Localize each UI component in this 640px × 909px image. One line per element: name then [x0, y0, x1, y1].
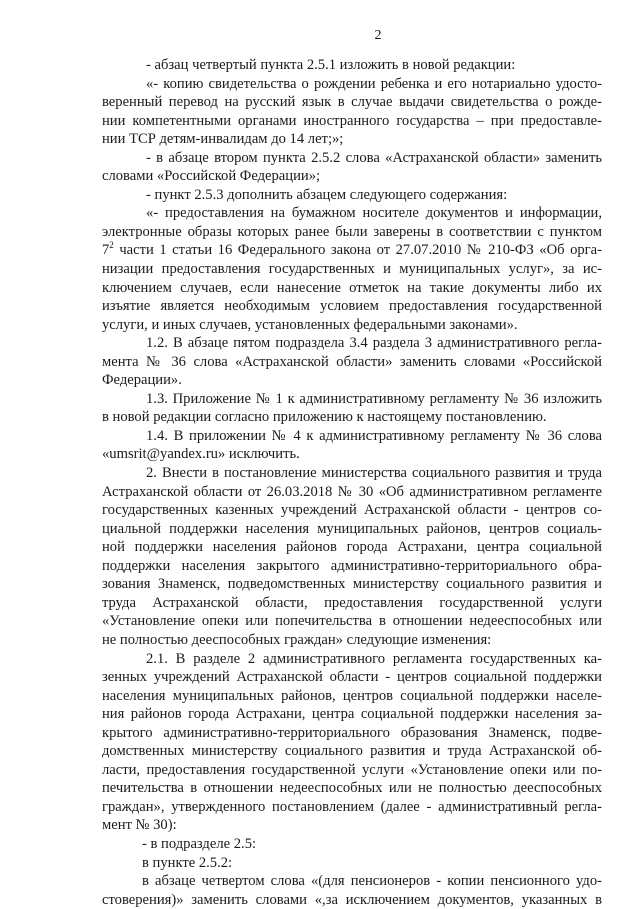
line-text: нии компетентными органами иностранного государства – при предоставле- [102, 112, 602, 129]
line-text: мента № 36 слова «Астраханской области» заменить словами «Российской [102, 353, 602, 370]
page-number: 2 [374, 28, 382, 43]
line-text: ной поддержки населения районов города Астрахани, центра социальной [102, 539, 602, 556]
text-line [102, 260, 602, 279]
line-text: населения муниципальных районов, центров социальной поддержки населе- [102, 687, 602, 704]
text-line [102, 798, 602, 817]
text-line [102, 334, 602, 353]
text-line [102, 631, 602, 650]
reference-number: 7 [102, 242, 110, 259]
text-line [102, 279, 602, 298]
line-text: граждан», утвержденного постановлением (далее - административный регла- [102, 798, 602, 815]
line-text: - в абзаце втором пункта 2.5.2 слова «Астраханской области» заменить [146, 149, 602, 166]
line-text: труда Астраханской области, предоставления государственной услуги [102, 594, 602, 611]
text-line [102, 353, 602, 372]
line-text: 1.4. В приложении № 4 к административному регламенту № 36 слова [146, 427, 602, 444]
line-text: словами «Российской Федерации»; [102, 168, 321, 185]
line-text: услуги, и иных случаев, установленных федеральными законами». [102, 316, 518, 333]
text-line [102, 557, 602, 576]
line-text: поддержки населения закрытого административно-территориального обра- [102, 557, 602, 574]
text-line [102, 501, 602, 520]
line-text: в новой редакции согласно приложению к настоящему постановлению. [102, 409, 547, 426]
text-line [102, 408, 602, 427]
text-line [102, 891, 602, 909]
text-line [102, 427, 602, 446]
text-line [102, 520, 602, 539]
line-text: - абзац четвертый пункта 2.5.1 изложить в новой редакции: [146, 57, 516, 73]
text-line [102, 316, 602, 335]
text-line [102, 835, 602, 854]
text-line [102, 445, 602, 464]
line-text: стоверения)» заменить словами «,за исключением документов, указанных в [102, 891, 602, 908]
line-text: ключением случаев, если нанесение отметок на такие документы либо их [102, 279, 602, 296]
line-text: мент № 30): [102, 817, 177, 834]
text-line [102, 650, 602, 669]
text-line [102, 464, 602, 483]
text-line [102, 779, 602, 798]
line-text: нии ТСР детям-инвалидам до 14 лет;»; [102, 131, 344, 148]
line-text: «- предоставления на бумажном носителе документов и информации, [146, 205, 602, 222]
text-line [102, 724, 602, 743]
line-text: в абзаце четвертом слова «(для пенсионеров - копии пенсионного удо- [142, 873, 602, 890]
line-text: «Установление опеки или попечительства в отношении недееспособных или [102, 613, 602, 630]
line-text: - в подразделе 2.5: [142, 835, 257, 852]
text-line [102, 538, 602, 557]
line-text: зования Знаменск, подведомственных министерству социального развития и [102, 576, 602, 593]
text-line [102, 687, 602, 706]
line-text: в пункте 2.5.2: [142, 854, 233, 871]
text-line [102, 668, 602, 687]
line-text: «- копию свидетельства о рождении ребенка и его нотариально удосто- [146, 75, 602, 92]
line-text: Астраханской области от 26.03.2018 № 30 «Об административном регламенте [102, 483, 602, 500]
line-text: ласти, предоставления государственной услуги «Установление опеки или по- [102, 761, 602, 778]
text-line [102, 575, 602, 594]
document-body [102, 56, 602, 909]
line-text: печительства в отношении недееспособных или не полностью дееспособных [102, 780, 602, 797]
text-line [102, 149, 602, 168]
superscript: 2 [109, 240, 114, 251]
line-text: «umsrit@yandex.ru» исключить. [102, 446, 300, 463]
line-text: 2.1. В разделе 2 административного регламента государственных ка- [146, 650, 602, 667]
line-text: не полностью дееспособных граждан» следующие изменения: [102, 631, 492, 648]
text-line [102, 390, 602, 409]
text-line [102, 705, 602, 724]
text-line [102, 167, 602, 186]
text-line [102, 742, 602, 761]
line-text: - пункт 2.5.3 дополнить абзацем следующего содержания: [146, 186, 508, 203]
text-line [102, 186, 602, 205]
text-line [102, 204, 602, 223]
line-text: Федерации». [102, 372, 182, 389]
line-text: крытого административно-территориального образования Знаменск, подве- [102, 724, 602, 741]
text-line [102, 297, 602, 316]
text-line [102, 75, 602, 94]
line-text: части 1 статьи 16 Федерального закона от 27.07.2010 № 210-ФЗ «Об орга- [119, 242, 602, 259]
text-line [102, 872, 602, 891]
text-line [102, 241, 602, 260]
text-line [102, 854, 602, 873]
text-line [102, 93, 602, 112]
line-text: низации предоставления государственных и муниципальных услуг», за ис- [102, 261, 602, 278]
text-line [102, 612, 602, 631]
line-text: 1.3. Приложение № 1 к административному регламенту № 36 изложить [146, 390, 602, 407]
line-text: ния районов города Астрахани, центра социальной поддержки населения за- [102, 706, 602, 723]
text-line [102, 112, 602, 131]
text-line [102, 371, 602, 390]
text-line [102, 223, 602, 242]
line-text: электронные образы которых ранее были заверены в соответствии с пунктом [102, 223, 602, 240]
text-line [102, 56, 602, 75]
line-text: государственных казенных учреждений Астраханской области - центров со- [102, 502, 602, 519]
line-text: 2. Внести в постановление министерства социального развития и труда [146, 465, 602, 482]
text-line [102, 761, 602, 780]
text-line [102, 130, 602, 149]
line-text: зенных учреждений Астраханской области - центров социальной поддержки [102, 669, 602, 686]
line-text: изъятие является необходимым условием предоставления государственной [102, 298, 602, 315]
text-line [102, 816, 602, 835]
text-line [102, 483, 602, 502]
line-text: 1.2. В абзаце пятом подраздела 3.4 раздела 3 административного регла- [146, 335, 602, 352]
line-text: домственных министерству социального развития и труда Астраханской об- [102, 743, 602, 760]
line-text: циальной поддержки населения муниципальных районов, центров социаль- [102, 520, 602, 537]
text-line [102, 594, 602, 613]
line-text: веренный перевод на русский язык в случае выдачи свидетельства о рожде- [102, 94, 602, 111]
